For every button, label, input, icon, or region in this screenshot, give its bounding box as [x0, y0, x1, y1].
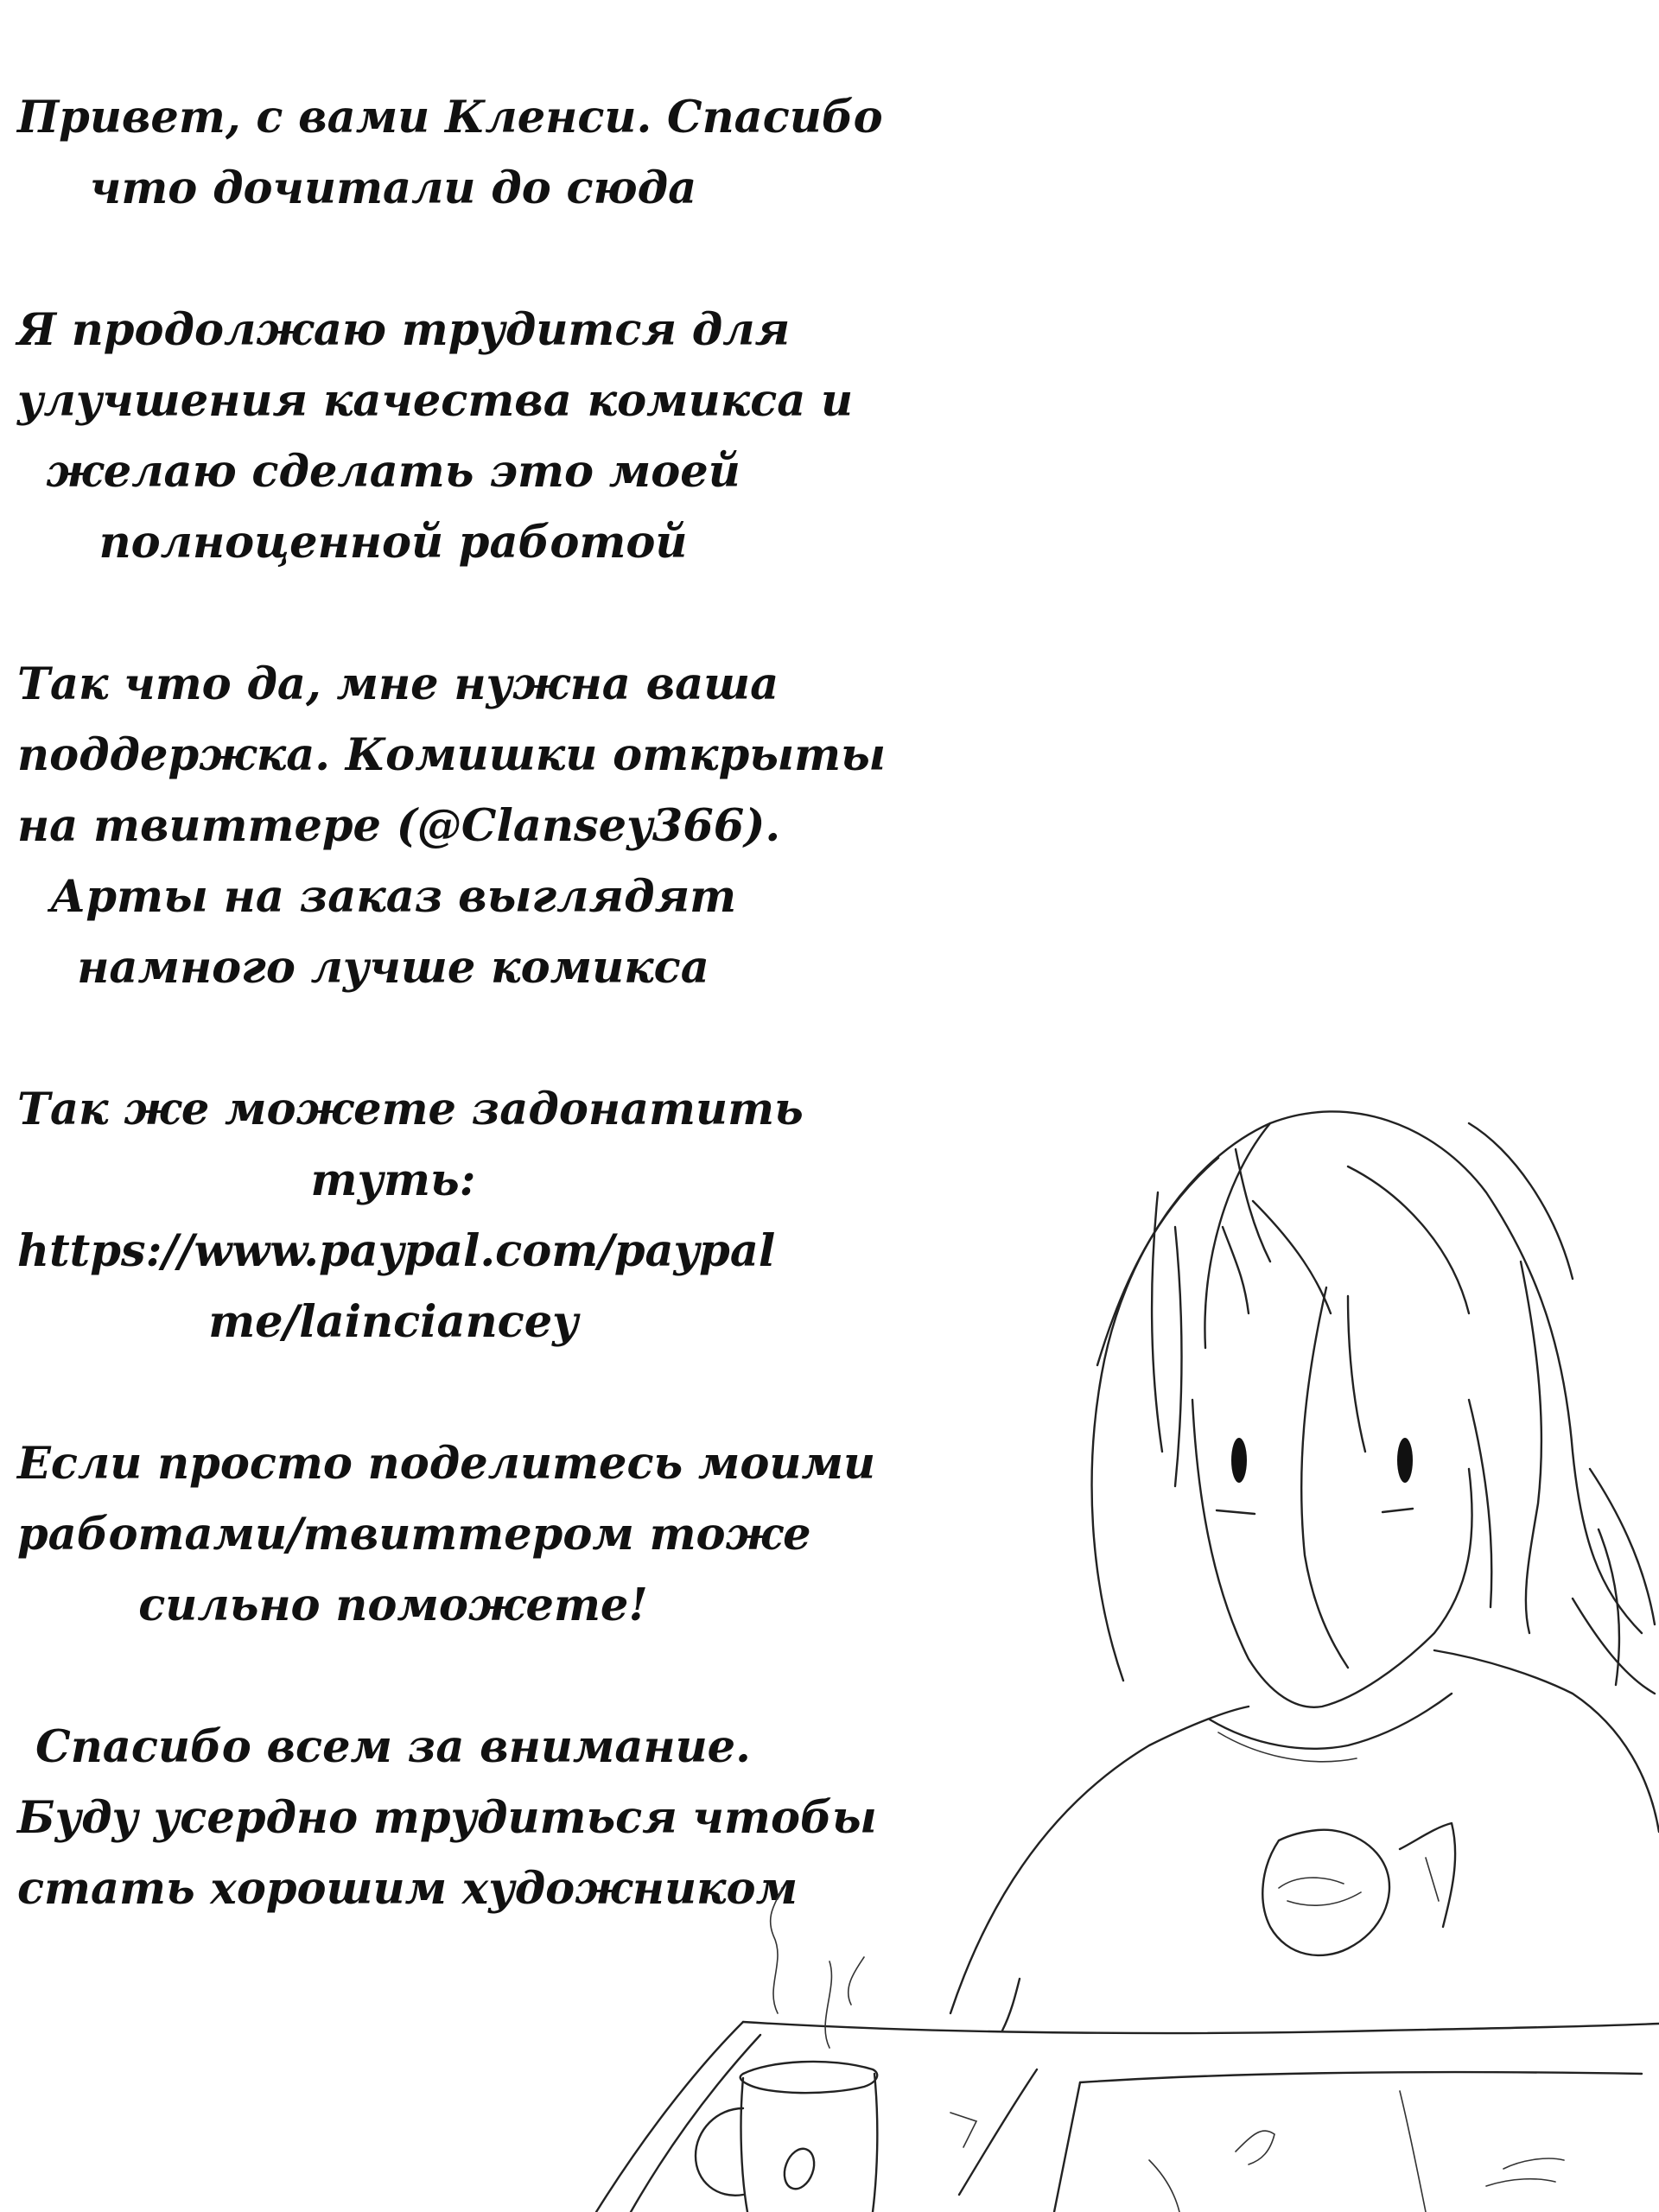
- donate-link-part-1: https://www.paypal.com/paypal: [17, 1225, 776, 1277]
- text-line: на твиттере (@Clansey366).: [17, 800, 781, 852]
- paragraph-greeting: [17, 82, 883, 224]
- text-line: улучшения качества комикса и: [17, 375, 854, 427]
- text-line: Привет, с вами Кленси. Спасибо: [17, 92, 883, 143]
- text-line: Так же можете задонатить: [17, 1084, 804, 1135]
- paragraph-work: [17, 295, 854, 578]
- text-line: туть:: [310, 1154, 476, 1206]
- text-line: Арты на заказ выглядят: [49, 871, 737, 923]
- desk: [596, 2022, 1659, 2212]
- text-line: Буду усердно трудиться чтобы: [17, 1792, 877, 1844]
- text-line: желаю сделать это моей: [46, 446, 741, 498]
- text-line: намного лучше комикса: [77, 942, 709, 994]
- text-line: Так что да, мне нужна ваша: [17, 658, 779, 710]
- text-line: Спасибо всем за внимание.: [35, 1721, 751, 1773]
- artist-sketch: [467, 1063, 1659, 2212]
- text-line: работами/твиттером тоже: [17, 1509, 811, 1560]
- text-line: Я продолжаю трудится для: [17, 304, 791, 356]
- text-line: стать хорошим художником: [17, 1863, 798, 1915]
- paragraph-support: [17, 649, 886, 1003]
- text-line: полноценной работой: [99, 517, 688, 569]
- tablet-and-pen: [950, 2069, 1642, 2212]
- mug: [696, 1888, 877, 2212]
- hair: [1092, 1111, 1655, 1694]
- torso: [950, 1650, 1659, 2031]
- text-line: поддержка. Комишки открыты: [17, 729, 886, 781]
- face: [1192, 1400, 1472, 1707]
- text-line: сильно поможете!: [138, 1580, 648, 1631]
- text-line: Если просто поделитесь моими: [17, 1438, 876, 1490]
- donate-link-part-2: me/lainciancey: [208, 1296, 578, 1348]
- text-line: что дочитали до сюда: [89, 162, 697, 214]
